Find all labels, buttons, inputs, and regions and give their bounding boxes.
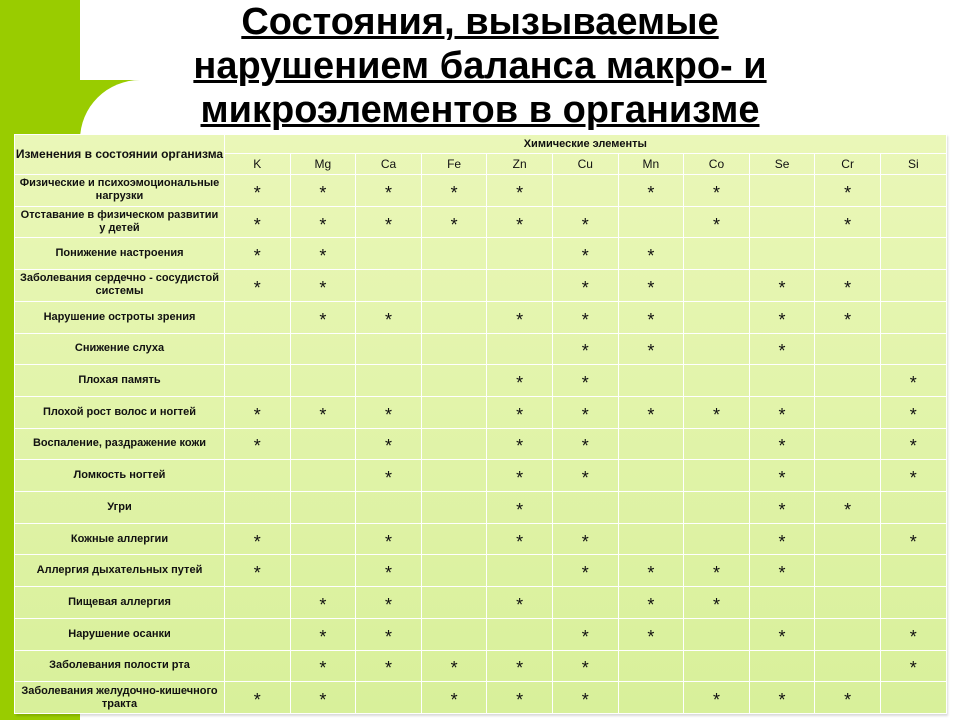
mark-cell-ca: * <box>356 175 422 207</box>
mark-cell-mg <box>290 460 356 492</box>
mark-cell-co: * <box>684 175 750 207</box>
mark-cell-co <box>684 618 750 650</box>
table-row <box>15 301 947 333</box>
mark-cell-se: * <box>749 301 815 333</box>
mark-cell-zn <box>487 270 553 302</box>
condition-cell: Воспаление, раздражение кожи <box>15 428 225 460</box>
mark-cell-fe: * <box>421 682 487 714</box>
mark-cell-se: * <box>749 555 815 587</box>
mark-cell-cu: * <box>552 460 618 492</box>
mark-cell-cu: * <box>552 396 618 428</box>
table-row <box>15 428 947 460</box>
mark-cell-mn <box>618 682 684 714</box>
table-row <box>15 492 947 524</box>
mark-cell-mn: * <box>618 301 684 333</box>
mark-cell-zn <box>487 333 553 365</box>
table-row <box>15 555 947 587</box>
mark-cell-si: * <box>880 396 946 428</box>
element-header-zn: Zn <box>487 154 553 175</box>
mark-cell-cu <box>552 587 618 619</box>
mark-cell-mg: * <box>290 396 356 428</box>
mark-cell-cu: * <box>552 650 618 682</box>
mark-cell-co: * <box>684 682 750 714</box>
mark-cell-zn: * <box>487 682 553 714</box>
element-header-cu: Cu <box>552 154 618 175</box>
mark-cell-co <box>684 301 750 333</box>
title-line-3: микроэлементов в организме <box>200 89 760 131</box>
mark-cell-cu: * <box>552 206 618 238</box>
mark-cell-fe <box>421 555 487 587</box>
mark-cell-si: * <box>880 365 946 397</box>
mark-cell-mg <box>290 428 356 460</box>
mark-cell-k <box>225 301 291 333</box>
mark-cell-k: * <box>225 206 291 238</box>
mark-cell-mg <box>290 365 356 397</box>
mark-cell-co <box>684 492 750 524</box>
mark-cell-fe <box>421 333 487 365</box>
mark-cell-co <box>684 650 750 682</box>
mark-cell-cu: * <box>552 333 618 365</box>
slide-title <box>140 0 820 132</box>
mark-cell-si <box>880 175 946 207</box>
mark-cell-cr <box>815 587 881 619</box>
condition-cell: Аллергия дыхательных путей <box>15 555 225 587</box>
mark-cell-co <box>684 238 750 270</box>
mark-cell-ca: * <box>356 428 422 460</box>
mark-cell-mn <box>618 365 684 397</box>
condition-cell: Отставание в физическом развитии у детей <box>15 206 225 238</box>
condition-cell: Пищевая аллергия <box>15 587 225 619</box>
mark-cell-zn: * <box>487 175 553 207</box>
table-row <box>15 523 947 555</box>
mark-cell-co: * <box>684 206 750 238</box>
mark-cell-si <box>880 333 946 365</box>
element-header-mn: Mn <box>618 154 684 175</box>
elements-table-container <box>14 134 946 714</box>
element-header-fe: Fe <box>421 154 487 175</box>
mark-cell-si: * <box>880 428 946 460</box>
mark-cell-cu: * <box>552 555 618 587</box>
mark-cell-k: * <box>225 682 291 714</box>
mark-cell-fe: * <box>421 650 487 682</box>
mark-cell-zn: * <box>487 206 553 238</box>
mark-cell-cu <box>552 492 618 524</box>
mark-cell-si: * <box>880 650 946 682</box>
mark-cell-se <box>749 206 815 238</box>
mark-cell-cr: * <box>815 175 881 207</box>
mark-cell-se: * <box>749 333 815 365</box>
mark-cell-zn: * <box>487 650 553 682</box>
mark-cell-si: * <box>880 523 946 555</box>
title-line-2: нарушением баланса макро- и <box>193 45 767 87</box>
mark-cell-cu <box>552 175 618 207</box>
mark-cell-fe <box>421 460 487 492</box>
mark-cell-k: * <box>225 523 291 555</box>
table-row <box>15 238 947 270</box>
mark-cell-zn: * <box>487 492 553 524</box>
mark-cell-ca: * <box>356 618 422 650</box>
mark-cell-cr <box>815 428 881 460</box>
mark-cell-zn <box>487 618 553 650</box>
mark-cell-fe <box>421 270 487 302</box>
mark-cell-k <box>225 618 291 650</box>
condition-column-header: Изменения в состоянии организма <box>15 135 225 175</box>
mark-cell-si <box>880 238 946 270</box>
condition-cell: Нарушение остроты зрения <box>15 301 225 333</box>
mark-cell-k: * <box>225 238 291 270</box>
mark-cell-co <box>684 270 750 302</box>
mark-cell-mg: * <box>290 587 356 619</box>
table-row <box>15 682 947 714</box>
element-header-se: Se <box>749 154 815 175</box>
mark-cell-mg <box>290 523 356 555</box>
mark-cell-mn <box>618 460 684 492</box>
mark-cell-cu: * <box>552 523 618 555</box>
table-row <box>15 270 947 302</box>
condition-cell: Нарушение осанки <box>15 618 225 650</box>
mark-cell-si <box>880 555 946 587</box>
mark-cell-zn: * <box>487 365 553 397</box>
mark-cell-si <box>880 682 946 714</box>
mark-cell-ca: * <box>356 523 422 555</box>
mark-cell-k <box>225 365 291 397</box>
mark-cell-zn <box>487 555 553 587</box>
element-header-k: K <box>225 154 291 175</box>
mark-cell-cr: * <box>815 270 881 302</box>
mark-cell-zn: * <box>487 396 553 428</box>
mark-cell-cr <box>815 460 881 492</box>
mark-cell-mg <box>290 333 356 365</box>
mark-cell-ca: * <box>356 460 422 492</box>
mark-cell-mn: * <box>618 175 684 207</box>
mark-cell-fe <box>421 238 487 270</box>
mark-cell-mn <box>618 650 684 682</box>
mark-cell-ca <box>356 682 422 714</box>
mark-cell-fe <box>421 365 487 397</box>
table-row <box>15 175 947 207</box>
mark-cell-cr <box>815 555 881 587</box>
mark-cell-mn: * <box>618 396 684 428</box>
mark-cell-fe <box>421 301 487 333</box>
table-row <box>15 587 947 619</box>
mark-cell-fe: * <box>421 206 487 238</box>
condition-cell: Кожные аллергии <box>15 523 225 555</box>
element-header-si: Si <box>880 154 946 175</box>
mark-cell-mn <box>618 523 684 555</box>
mark-cell-mg <box>290 492 356 524</box>
mark-cell-co: * <box>684 587 750 619</box>
mark-cell-cr <box>815 396 881 428</box>
mark-cell-co <box>684 333 750 365</box>
mark-cell-mg: * <box>290 175 356 207</box>
mark-cell-si: * <box>880 460 946 492</box>
mark-cell-mg: * <box>290 301 356 333</box>
mark-cell-zn: * <box>487 587 553 619</box>
mark-cell-mn: * <box>618 587 684 619</box>
element-header-mg: Mg <box>290 154 356 175</box>
mark-cell-k <box>225 492 291 524</box>
mark-cell-cu: * <box>552 682 618 714</box>
mark-cell-cr <box>815 238 881 270</box>
mark-cell-ca: * <box>356 206 422 238</box>
mark-cell-se: * <box>749 270 815 302</box>
table-row <box>15 365 947 397</box>
condition-cell: Заболевания сердечно - сосудистой системы <box>15 270 225 302</box>
mark-cell-fe <box>421 492 487 524</box>
mark-cell-co <box>684 365 750 397</box>
mark-cell-mn <box>618 206 684 238</box>
condition-cell: Снижение слуха <box>15 333 225 365</box>
mark-cell-fe <box>421 428 487 460</box>
element-header-cr: Cr <box>815 154 881 175</box>
mark-cell-ca <box>356 333 422 365</box>
mark-cell-cu: * <box>552 238 618 270</box>
mark-cell-se: * <box>749 682 815 714</box>
mark-cell-ca: * <box>356 396 422 428</box>
mark-cell-cr: * <box>815 492 881 524</box>
mark-cell-mg: * <box>290 650 356 682</box>
mark-cell-cr <box>815 650 881 682</box>
condition-cell: Понижение настроения <box>15 238 225 270</box>
mark-cell-se: * <box>749 492 815 524</box>
mark-cell-k: * <box>225 428 291 460</box>
mark-cell-zn: * <box>487 301 553 333</box>
mark-cell-si <box>880 301 946 333</box>
table-row <box>15 333 947 365</box>
mark-cell-mn <box>618 492 684 524</box>
mark-cell-k: * <box>225 396 291 428</box>
mark-cell-ca: * <box>356 555 422 587</box>
mark-cell-cr: * <box>815 682 881 714</box>
condition-cell: Ломкость ногтей <box>15 460 225 492</box>
mark-cell-si <box>880 206 946 238</box>
mark-cell-cr <box>815 523 881 555</box>
mark-cell-k: * <box>225 555 291 587</box>
mark-cell-se <box>749 238 815 270</box>
mark-cell-zn <box>487 238 553 270</box>
mark-cell-si <box>880 587 946 619</box>
mark-cell-cr <box>815 333 881 365</box>
mark-cell-mn: * <box>618 333 684 365</box>
mark-cell-se: * <box>749 523 815 555</box>
mark-cell-co <box>684 523 750 555</box>
table-row <box>15 650 947 682</box>
mark-cell-se: * <box>749 428 815 460</box>
mark-cell-se <box>749 587 815 619</box>
mark-cell-k <box>225 650 291 682</box>
elements-group-header: Химические элементы <box>225 135 947 154</box>
mark-cell-mg: * <box>290 238 356 270</box>
mark-cell-mn: * <box>618 555 684 587</box>
condition-cell: Плохой рост волос и ногтей <box>15 396 225 428</box>
mark-cell-si: * <box>880 618 946 650</box>
mark-cell-cr <box>815 365 881 397</box>
mark-cell-ca: * <box>356 650 422 682</box>
mark-cell-mn: * <box>618 270 684 302</box>
mark-cell-k: * <box>225 270 291 302</box>
mark-cell-cr: * <box>815 301 881 333</box>
mark-cell-se <box>749 365 815 397</box>
mark-cell-fe <box>421 587 487 619</box>
element-header-co: Co <box>684 154 750 175</box>
condition-cell: Заболевания желудочно-кишечного тракта <box>15 682 225 714</box>
mark-cell-mn: * <box>618 238 684 270</box>
mark-cell-se <box>749 175 815 207</box>
mark-cell-ca <box>356 270 422 302</box>
mark-cell-mn <box>618 428 684 460</box>
mark-cell-mg: * <box>290 682 356 714</box>
mark-cell-mg: * <box>290 270 356 302</box>
mark-cell-k: * <box>225 175 291 207</box>
mark-cell-cu: * <box>552 301 618 333</box>
condition-cell: Плохая память <box>15 365 225 397</box>
mark-cell-mg: * <box>290 618 356 650</box>
mark-cell-cu: * <box>552 270 618 302</box>
mark-cell-mn: * <box>618 618 684 650</box>
mark-cell-cr: * <box>815 206 881 238</box>
condition-cell: Физические и психоэмоциональные нагрузки <box>15 175 225 207</box>
table-body <box>15 175 947 714</box>
mark-cell-k <box>225 587 291 619</box>
mark-cell-co: * <box>684 396 750 428</box>
mark-cell-se: * <box>749 396 815 428</box>
mark-cell-fe <box>421 396 487 428</box>
mark-cell-cu: * <box>552 365 618 397</box>
element-header-ca: Ca <box>356 154 422 175</box>
title-line-1: Состояния, вызываемые <box>241 1 719 43</box>
condition-cell: Угри <box>15 492 225 524</box>
mark-cell-co <box>684 428 750 460</box>
mark-cell-si <box>880 270 946 302</box>
mark-cell-zn: * <box>487 460 553 492</box>
mark-cell-ca <box>356 365 422 397</box>
condition-cell: Заболевания полости рта <box>15 650 225 682</box>
mark-cell-mg <box>290 555 356 587</box>
table-row <box>15 460 947 492</box>
mark-cell-ca <box>356 238 422 270</box>
table-row <box>15 206 947 238</box>
mark-cell-se: * <box>749 460 815 492</box>
mark-cell-ca: * <box>356 587 422 619</box>
mark-cell-cu: * <box>552 618 618 650</box>
mark-cell-ca <box>356 492 422 524</box>
mark-cell-fe: * <box>421 175 487 207</box>
mark-cell-ca: * <box>356 301 422 333</box>
mark-cell-co: * <box>684 555 750 587</box>
mark-cell-k <box>225 333 291 365</box>
mark-cell-se: * <box>749 618 815 650</box>
mark-cell-se <box>749 650 815 682</box>
table-row <box>15 396 947 428</box>
mark-cell-zn: * <box>487 523 553 555</box>
mark-cell-cr <box>815 618 881 650</box>
mark-cell-cu: * <box>552 428 618 460</box>
mark-cell-fe <box>421 618 487 650</box>
elements-table <box>14 134 947 714</box>
mark-cell-fe <box>421 523 487 555</box>
mark-cell-k <box>225 460 291 492</box>
mark-cell-co <box>684 460 750 492</box>
mark-cell-si <box>880 492 946 524</box>
mark-cell-mg: * <box>290 206 356 238</box>
table-row <box>15 618 947 650</box>
mark-cell-zn: * <box>487 428 553 460</box>
